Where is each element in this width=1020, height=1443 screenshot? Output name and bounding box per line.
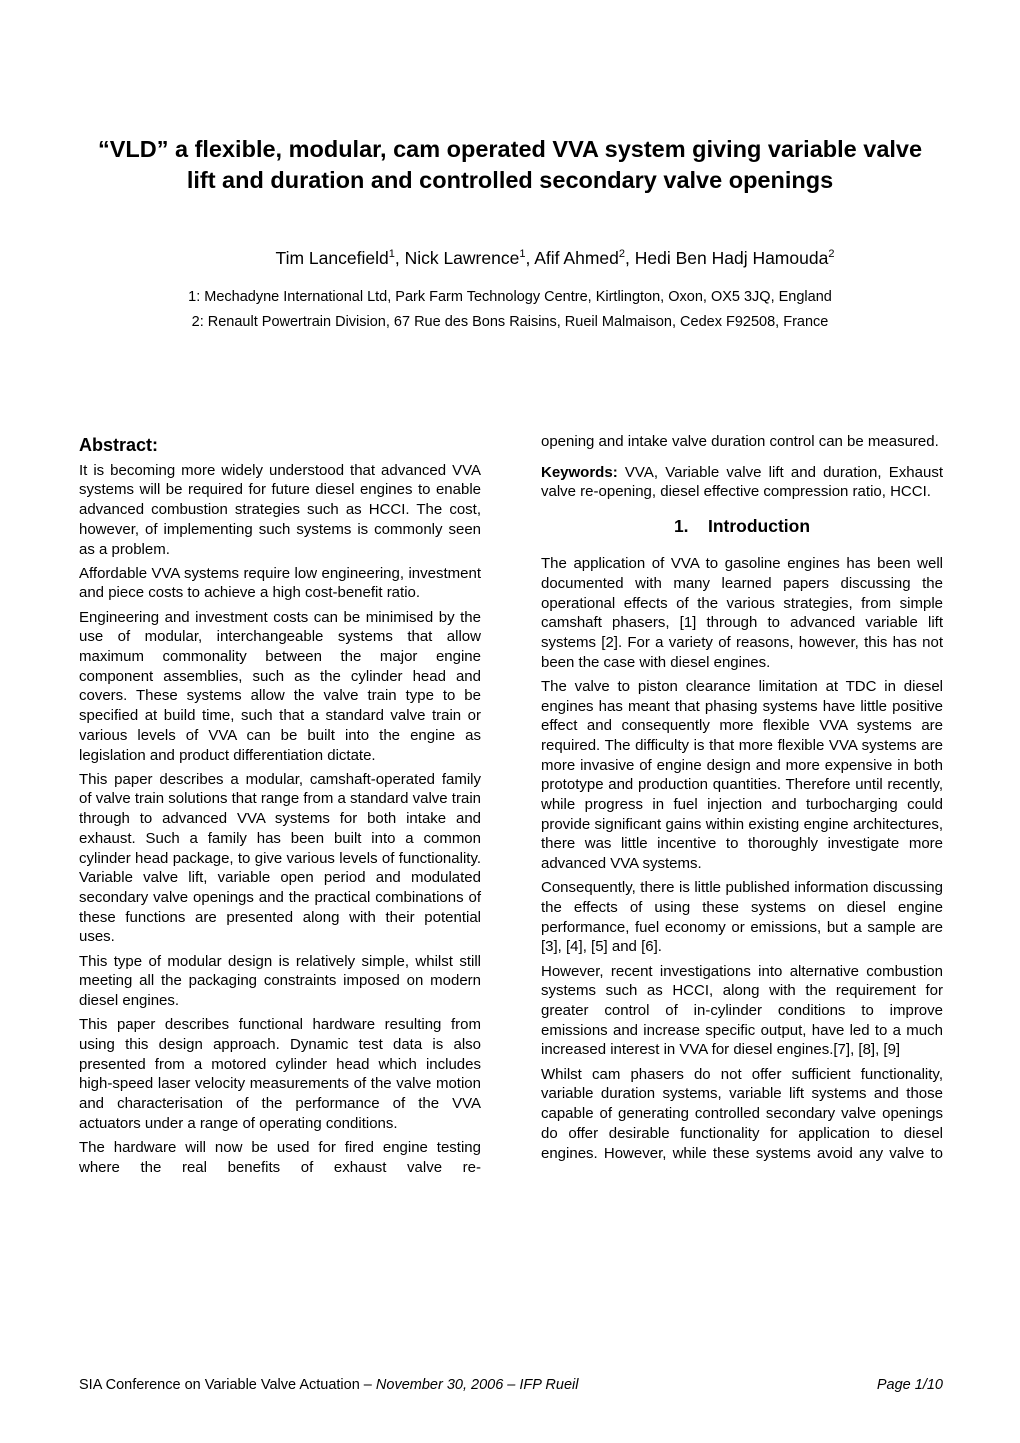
author-name: Tim Lancefield xyxy=(275,248,389,268)
author-list xyxy=(0,246,1020,270)
author-name: Hedi Ben Hadj Hamouda xyxy=(634,248,829,268)
footer-conference: SIA Conference on Variable Valve Actuation – xyxy=(79,1377,376,1393)
affiliation-1: 1: Mechadyne International Ltd, Park Farm Technology Centre, Kirtlington, Oxon, OX5 3JQ, England xyxy=(188,289,832,305)
abstract-paragraph: It is becoming more widely understood that advanced VVA systems will be required for future diesel engines to enable advanced combustion strategies such as HCCI. The cost, however, of implementing such systems is commonly seen as a problem. xyxy=(79,461,481,558)
footer-date: November 30, 2006 – IFP Rueil xyxy=(375,1377,579,1393)
keywords xyxy=(541,463,943,502)
intro-paragraph: Whilst cam phasers do not offer sufficient functionality, variable duration systems, variable lift systems and those capable of generating controlled secondary valve openings do offer desirable functionality for application to diesel engines. However, while these systems avoid any valve to xyxy=(541,1065,943,1162)
abstract-paragraph: opening and intake valve duration control can be measured. xyxy=(541,433,939,450)
keywords-label: Keywords: xyxy=(541,463,618,481)
intro-paragraph: The valve to piston clearance limitation at TDC in diesel engines has meant that phasing systems have little positive effect and consequently more flexible VVA systems are required. The difficulty is that more flexible VVA systems are more invasive of engine design and more expensive in both prototype and production quantities. Therefore until recently, while progress in fuel injection and turbocharging could provide significant gains within existing engine architectures, there was little incentive to thoroughly investigate more advanced VVA systems. xyxy=(541,677,943,873)
intro-paragraph: However, recent investigations into alternative combustion systems such as HCCI, along with the requirement for greater control of in-cylinder conditions to improve emissions and increase specific output, have led to a much increased interest in VVA for diesel engines.[7], [8], [9] xyxy=(541,962,943,1059)
keywords-text: VVA, Variable valve lift and duration, Exhaust valve re-opening, diesel effective compression ratio, HCCI. xyxy=(541,463,943,501)
author-affiliation-mark: 2 xyxy=(828,248,835,261)
author-affiliation-mark: 1 xyxy=(519,248,526,261)
right-column xyxy=(541,432,943,1168)
abstract-heading: Abstract: xyxy=(79,435,159,455)
paper-title: “VLD” a flexible, modular, cam operated VVA system giving variable valve lift and duration and controlled secondary valve openings xyxy=(97,136,923,193)
abstract-paragraph: Affordable VVA systems require low engineering, investment and piece costs to achieve a high cost-benefit ratio. xyxy=(79,564,481,602)
author-affiliation-mark: 1 xyxy=(388,248,395,261)
affiliation-2: 2: Renault Powertrain Division, 67 Rue des Bons Raisins, Rueil Malmaison, Cedex F92508, France xyxy=(191,314,829,330)
author-name: Nick Lawrence xyxy=(404,248,520,268)
section-heading-introduction: 1. Introduction xyxy=(673,516,811,537)
author-separator: , xyxy=(394,248,405,268)
left-column xyxy=(79,432,481,1182)
author-name: Afif Ahmed xyxy=(534,248,619,268)
intro-paragraph: The application of VVA to gasoline engines has been well documented with many learned papers discussing the operational effects of the various strategies, from simple camshaft phasers, [1] through to advanced variable lift systems [2]. For a variety of reasons, however, this has not been the case with diesel engines. xyxy=(541,555,943,671)
abstract-paragraph: This type of modular design is relatively simple, whilst still meeting all the packaging constraints imposed on modern diesel engines. xyxy=(79,952,481,1009)
author-affiliation-mark: 2 xyxy=(618,248,625,261)
page-number: Page 1/10 xyxy=(876,1377,943,1393)
abstract-paragraph: Engineering and investment costs can be minimised by the use of modular, interchangeable systems that allow maximum commonality between the major engine component assemblies, such as the cylinder head and covers. These systems allow the valve train type to be specified at build time, such that a standard valve train or various levels of VVA can be built into the engine as legislation and product differentiation dictate. xyxy=(79,608,481,764)
abstract-paragraph: This paper describes a modular, camshaft-operated family of valve train solutions that range from a standard valve train through to advanced VVA systems for both intake and exhaust. Such a family has been built into a common cylinder head package, to give various levels of functionality. Variable valve lift, variable open period and modulated secondary valve openings and the practical combinations of these functions are presented along with their potential uses. xyxy=(79,770,481,946)
page-footer xyxy=(79,1375,943,1395)
author-separator: , xyxy=(625,248,635,268)
abstract-paragraph: The hardware will now be used for fired engine testing where the real benefits of exhaust valve re- xyxy=(79,1138,481,1176)
abstract-paragraph: This paper describes functional hardware resulting from using this design approach. Dynamic test data is also presented from a motored cylinder head which includes high-speed laser velocity measurements of the valve motion and characterisation of the performance of the VVA actuators under a range of operating conditions. xyxy=(79,1016,481,1132)
author-separator: , xyxy=(525,248,535,268)
intro-paragraph: Consequently, there is little published information discussing the effects of using these systems on diesel engine performance, fuel economy or emissions, but a sample are [3], [4], [5] and [6]. xyxy=(541,879,943,956)
